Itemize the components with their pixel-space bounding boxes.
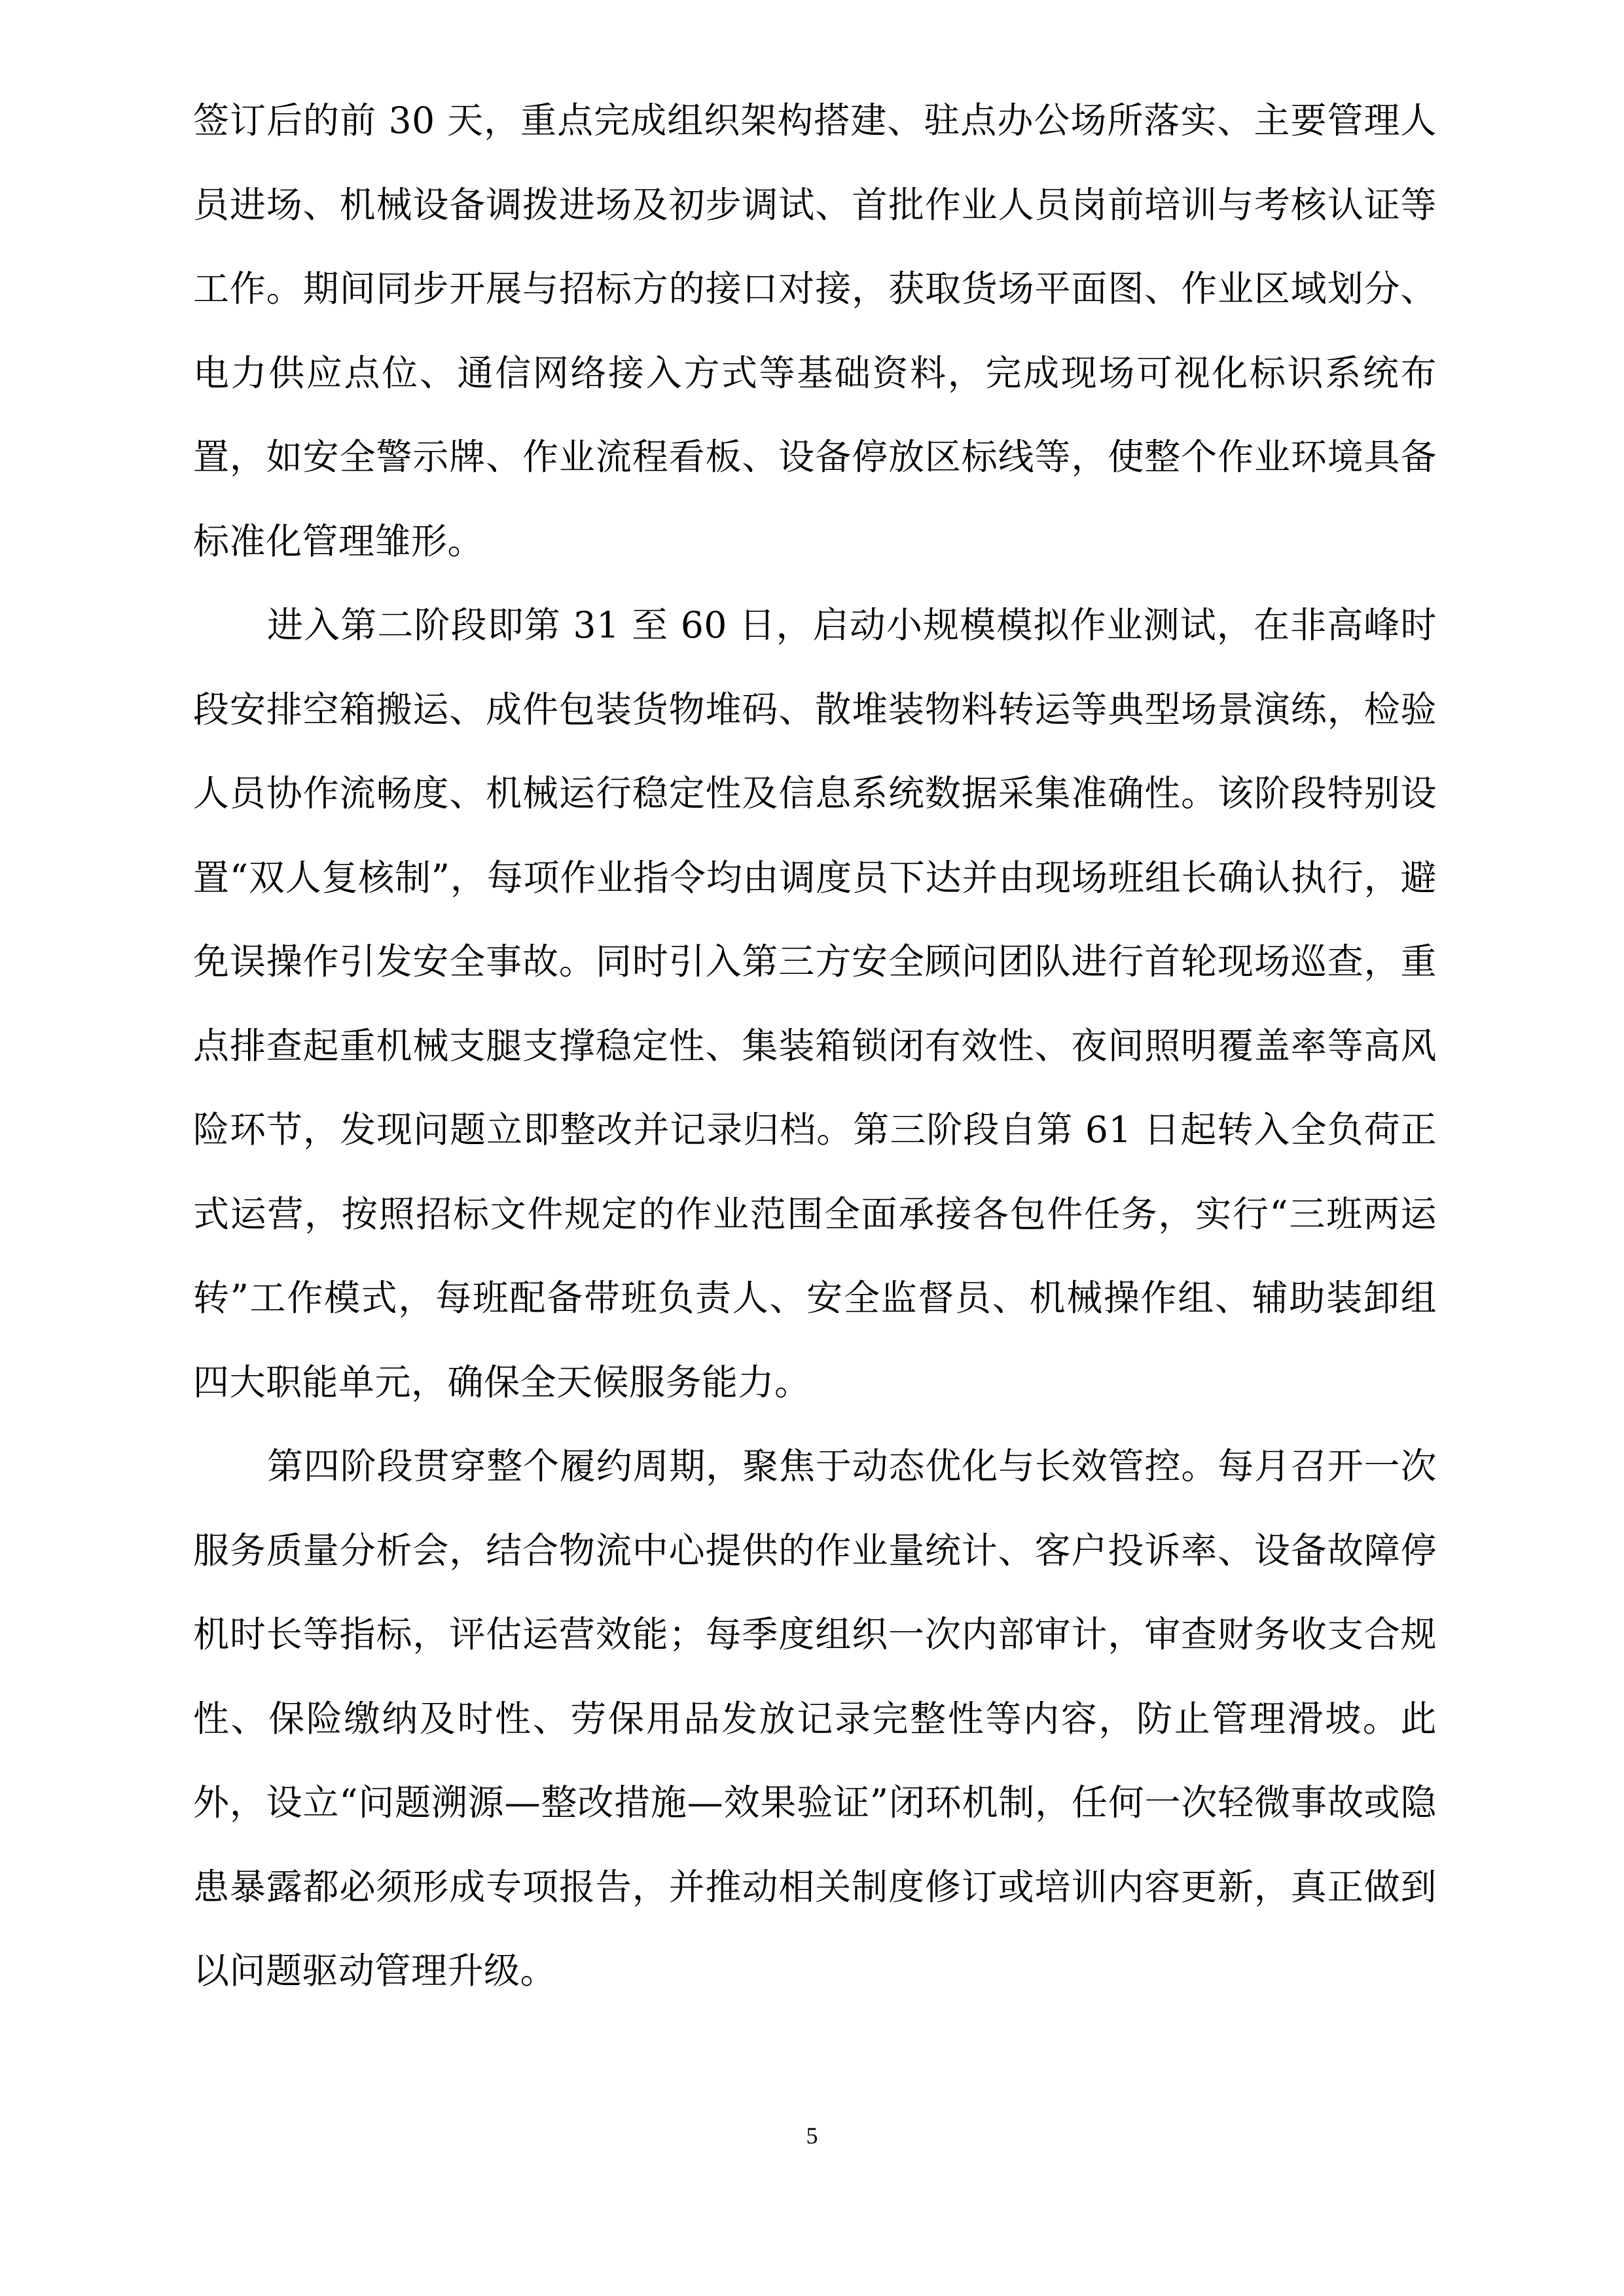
body-text — [193, 79, 1437, 2013]
paragraph-phase-two-three: 进入第二阶段即第 31 至 60 日，启动小规模模拟作业测试，在非高峰时段安排空箱搬运、成件包装货物堆码、散堆装物料转运等典型场景演练，检验人员协作流畅度、机械运行稳定性及信息系统数据采集准确性。该阶段特别设置“双人复核制”，每项作业指令均由调度员下达并由现场班组长确认执行，避免误操作引发安全事故。同时引入第三方安全顾问团队进行首轮现场巡查，重点排查起重机械支腿支撑稳定性、集装箱锁闭有效性、夜间照明覆盖率等高风险环节，发现问题立即整改并记录归档。第三阶段自第 61 日起转入全负荷正式运营，按照招标文件规定的作业范围全面承接各包件任务，实行“三班两运转”工作模式，每班配备带班负责人、安全监督员、机械操作组、辅助装卸组四大职能单元，确保全天候服务能力。 — [193, 604, 1437, 1403]
paragraph-phase-four: 第四阶段贯穿整个履约周期，聚焦于动态优化与长效管控。每月召开一次服务质量分析会，结合物流中心提供的作业量统计、客户投诉率、设备故障停机时长等指标，评估运营效能；每季度组织一次内部审计，审查财务收支合规性、保险缴纳及时性、劳保用品发放记录完整性等内容，防止管理滑坡。此外，设立“问题溯源—整改措施—效果验证”闭环机制，任何一次轻微事故或隐患暴露都必须形成专项报告，并推动相关制度修订或培训内容更新，真正做到以问题驱动管理升级。 — [193, 1445, 1437, 1992]
paragraph-continuation: 签订后的前 30 天，重点完成组织架构搭建、驻点办公场所落实、主要管理人员进场、机械设备调拨进场及初步调试、首批作业人员岗前培训与考核认证等工作。期间同步开展与招标方的接口对接，获取货场平面图、作业区域划分、电力供应点位、通信网络接入方式等基础资料，完成现场可视化标识系统布置，如安全警示牌、作业流程看板、设备停放区标线等，使整个作业环境具备标准化管理雏形。 — [193, 99, 1437, 562]
page-number: 5 — [806, 2123, 818, 2149]
